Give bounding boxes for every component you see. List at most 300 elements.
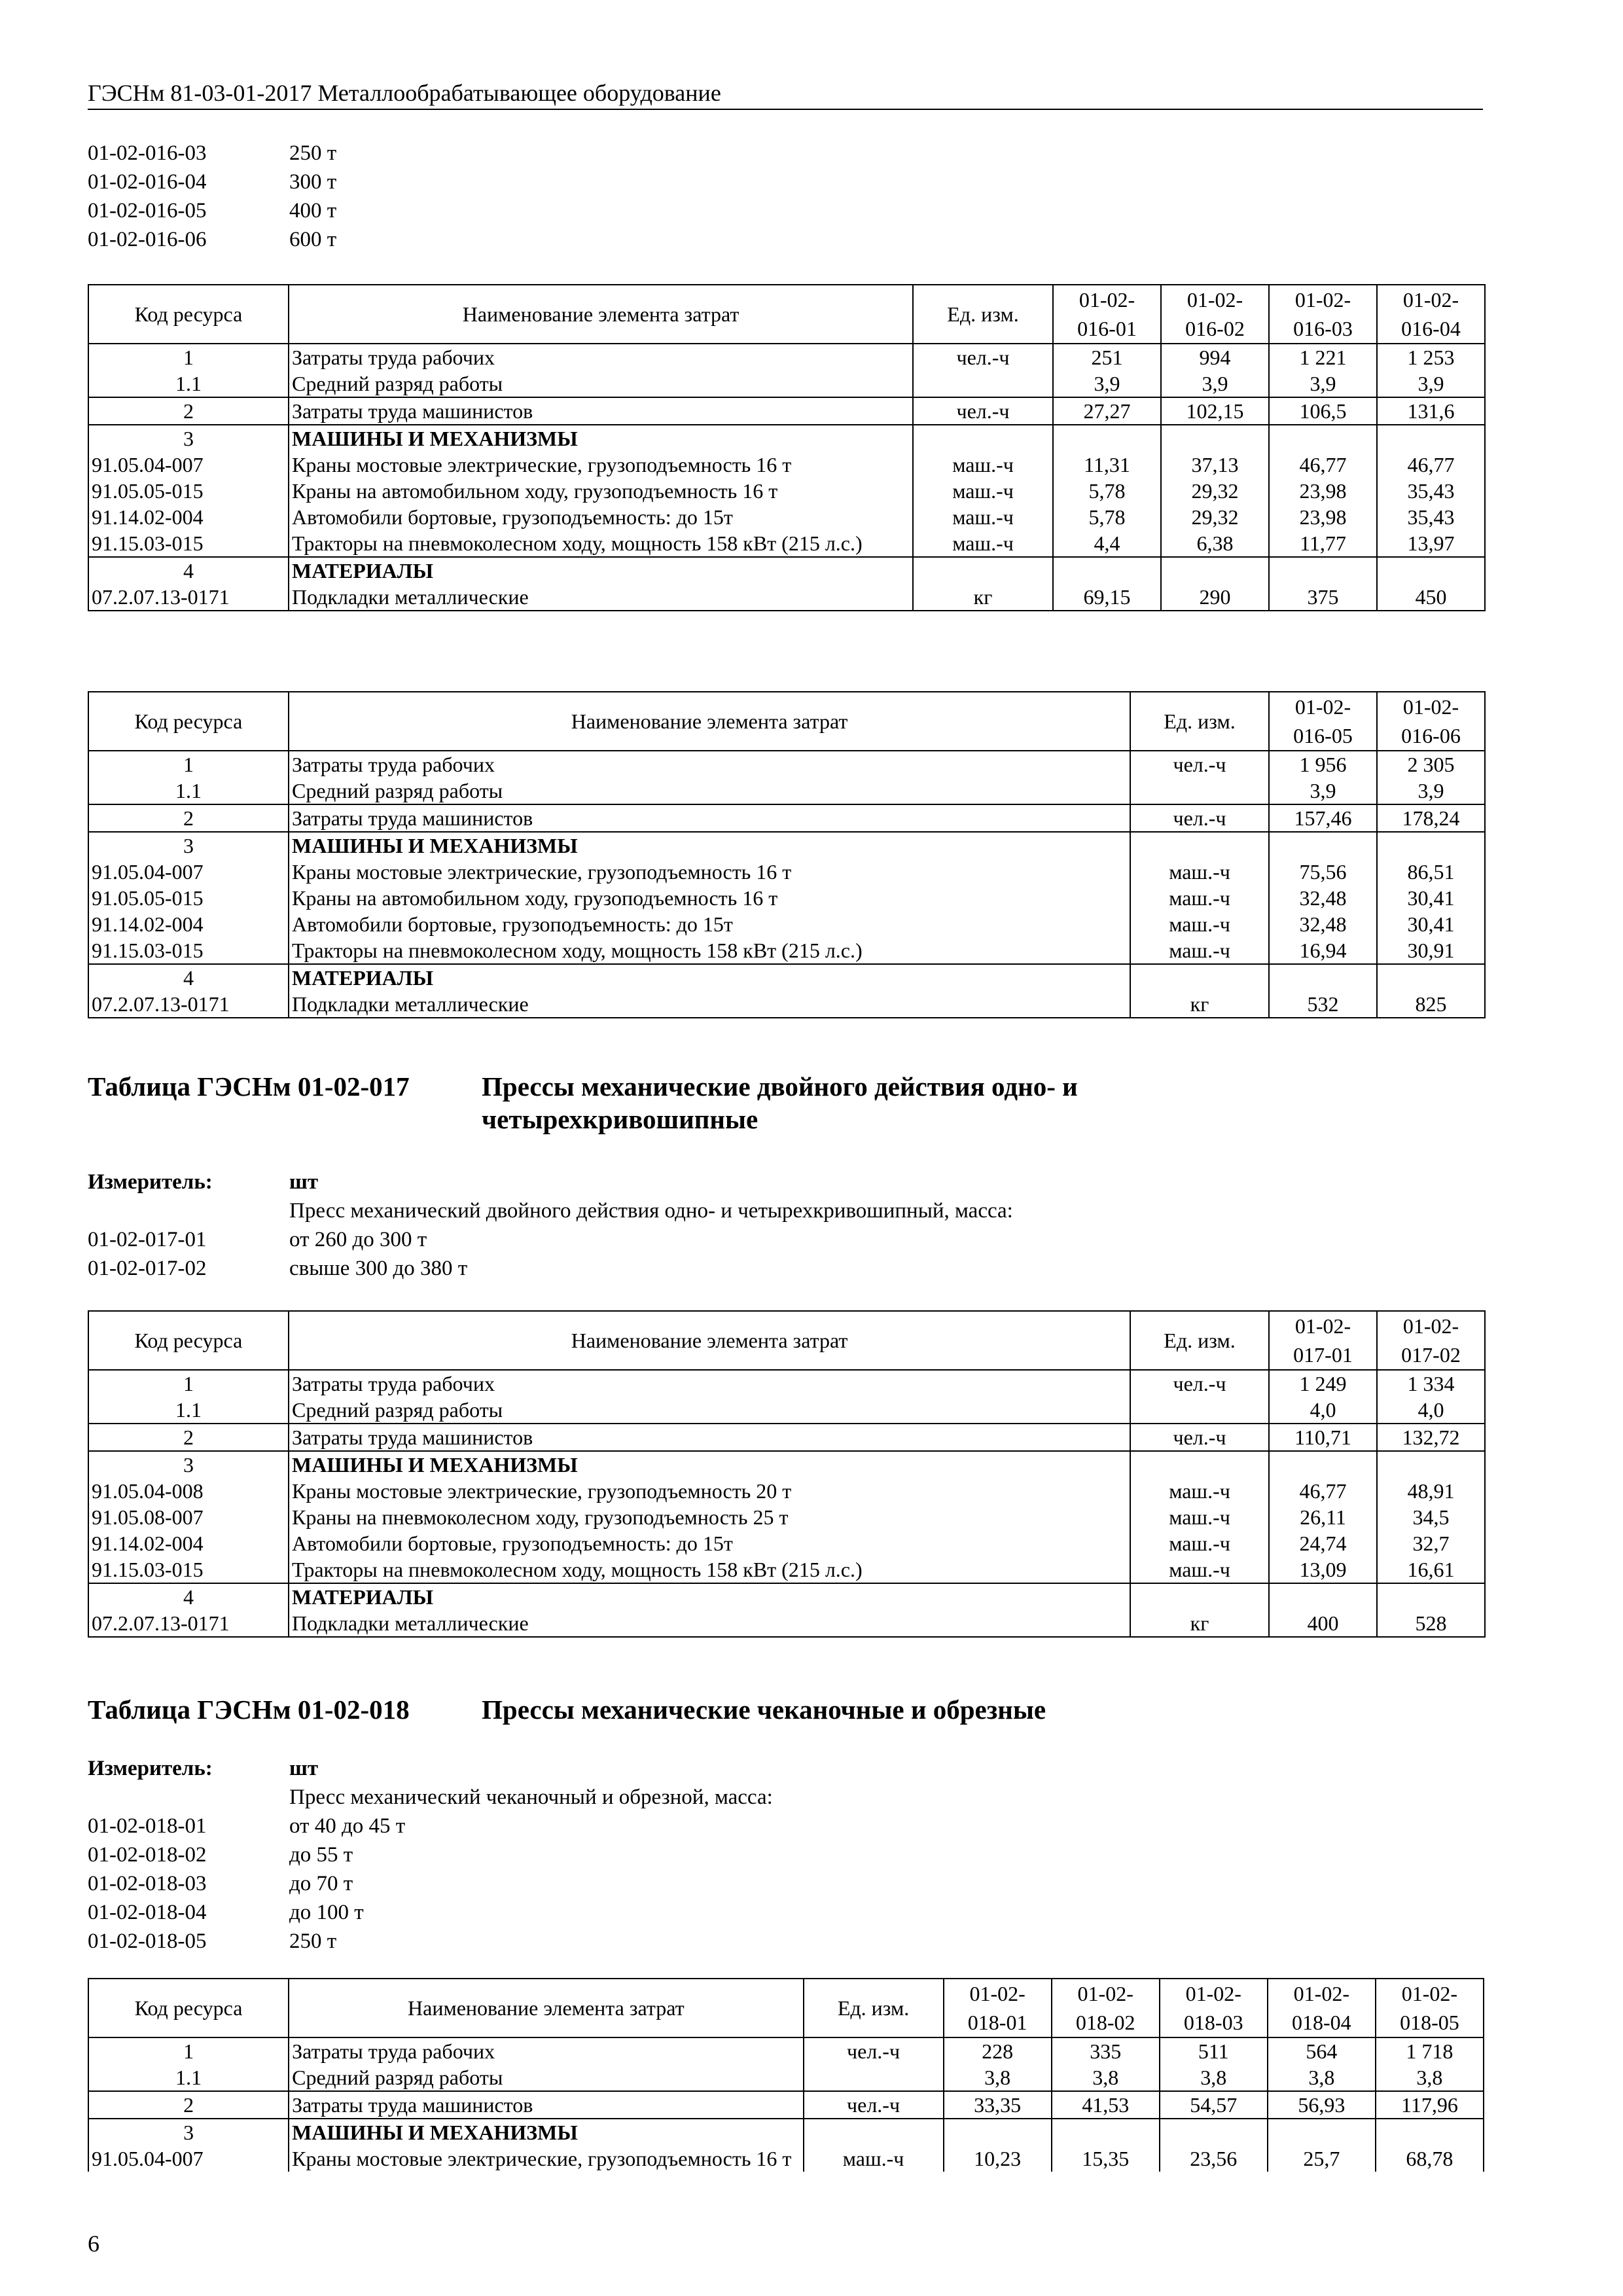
norm-value: 30,41 [1377, 885, 1485, 911]
table-subject-018: Прессы механические чеканочные и обрезные [482, 1695, 1046, 1725]
code: 01-02-016-05 [88, 199, 207, 223]
col-norm-header: 01-02- 016-06 [1377, 692, 1485, 751]
resource-code: 1.1 [88, 778, 289, 804]
resource-code: 91.05.05-015 [88, 478, 289, 504]
norm-value: 30,91 [1377, 937, 1485, 964]
norm-value: 34,5 [1377, 1504, 1485, 1530]
norm-value: 46,77 [1269, 452, 1377, 478]
table-row [88, 2064, 1484, 2091]
norm-value: 5,78 [1053, 478, 1161, 504]
table-row [88, 911, 1485, 937]
unit: кг [1130, 1610, 1269, 1637]
col-norm-header: 01-02- 016-02 [1161, 285, 1269, 344]
table-row [88, 370, 1485, 397]
code-label: 250 т [289, 141, 337, 165]
unit: маш.-ч [1130, 885, 1269, 911]
norm-value: 11,31 [1053, 452, 1161, 478]
code: 01-02-018-04 [88, 1901, 207, 1924]
norm-value: 75,56 [1269, 859, 1377, 885]
code: 01-02-018-05 [88, 1929, 207, 1953]
table-row [88, 2091, 1484, 2119]
unit [1130, 778, 1269, 804]
norm-value: 106,5 [1269, 397, 1377, 425]
col-norm-header: 01-02- 018-03 [1160, 1979, 1268, 2037]
norm-value [1052, 2119, 1160, 2145]
table-row [88, 478, 1485, 504]
table-row [88, 804, 1485, 832]
norm-value: 30,41 [1377, 911, 1485, 937]
cost-element-name: Краны мостовые электрические, грузоподъемность 20 т [289, 1478, 1130, 1504]
norm-value: 13,09 [1269, 1556, 1377, 1583]
norm-value: 35,43 [1377, 478, 1485, 504]
resource-code: 91.05.04-008 [88, 1478, 289, 1504]
unit: кг [1130, 991, 1269, 1018]
resource-code: 1 [88, 344, 289, 370]
cost-element-name: Затраты труда машинистов [289, 397, 913, 425]
norm-value: 110,71 [1269, 1424, 1377, 1451]
norm-value: 511 [1160, 2037, 1268, 2064]
code: 01-02-018-01 [88, 1814, 207, 1838]
unit [804, 2119, 944, 2145]
norm-value [1377, 1451, 1485, 1478]
code-label: свыше 300 до 380 т [289, 1257, 468, 1280]
norm-value: 1 956 [1269, 751, 1377, 778]
norm-value [1160, 2119, 1268, 2145]
unit: маш.-ч [913, 452, 1053, 478]
table-row [88, 885, 1485, 911]
table-row [88, 1504, 1485, 1530]
norm-value: 4,0 [1377, 1397, 1485, 1424]
resource-code: 1.1 [88, 2064, 289, 2091]
resource-code: 3 [88, 832, 289, 859]
code: 01-02-016-03 [88, 141, 207, 165]
norm-value [1269, 832, 1377, 859]
col-norm-header: 01-02- 016-04 [1377, 285, 1485, 344]
norm-value: 35,43 [1377, 504, 1485, 530]
norm-value: 290 [1161, 584, 1269, 611]
table-row [88, 751, 1485, 778]
col-unit-header: Ед. изм. [1130, 1311, 1269, 1370]
norm-value: 1 253 [1377, 344, 1485, 370]
norm-value: 157,46 [1269, 804, 1377, 832]
norm-value: 3,9 [1053, 370, 1161, 397]
unit [1130, 1397, 1269, 1424]
norm-value: 102,15 [1161, 397, 1269, 425]
resource-code: 3 [88, 425, 289, 452]
unit: маш.-ч [1130, 937, 1269, 964]
norm-value: 32,7 [1377, 1530, 1485, 1556]
resource-code: 2 [88, 804, 289, 832]
norm-value [1053, 557, 1161, 584]
resource-code: 2 [88, 2091, 289, 2119]
norm-value: 825 [1377, 991, 1485, 1018]
norm-value: 16,61 [1377, 1556, 1485, 1583]
unit: чел.-ч [913, 344, 1053, 370]
col-code-header: Код ресурса [88, 692, 289, 751]
unit [913, 425, 1053, 452]
norm-value: 15,35 [1052, 2145, 1160, 2172]
norm-value: 3,9 [1269, 778, 1377, 804]
table-row [88, 1610, 1485, 1637]
unit: маш.-ч [913, 478, 1053, 504]
cost-element-name: МАШИНЫ И МЕХАНИЗМЫ [289, 2119, 803, 2145]
code: 01-02-017-02 [88, 1257, 207, 1280]
cost-element-name: Краны мостовые электрические, грузоподъемность 16 т [289, 2145, 803, 2172]
cost-element-name: Подкладки металлические [289, 1610, 1130, 1637]
norm-value [1269, 1583, 1377, 1610]
norm-value: 251 [1053, 344, 1161, 370]
norm-value: 41,53 [1052, 2091, 1160, 2119]
unit: кг [913, 584, 1053, 611]
table-row [88, 2037, 1484, 2064]
unit: чел.-ч [804, 2091, 944, 2119]
norm-value: 37,13 [1161, 452, 1269, 478]
norm-value [1268, 2119, 1376, 2145]
unit: маш.-ч [1130, 1504, 1269, 1530]
unit [804, 2064, 944, 2091]
col-unit-header: Ед. изм. [804, 1979, 944, 2037]
table-row [88, 1424, 1485, 1451]
norm-value: 3,8 [944, 2064, 1052, 2091]
code-label: от 260 до 300 т [289, 1228, 427, 1251]
norm-value: 3,8 [1052, 2064, 1160, 2091]
cost-table-016-a [88, 284, 1486, 611]
norm-value: 23,98 [1269, 478, 1377, 504]
table-row [88, 2145, 1484, 2172]
norm-value: 48,91 [1377, 1478, 1485, 1504]
norm-value: 131,6 [1377, 397, 1485, 425]
table-row [88, 504, 1485, 530]
resource-code: 07.2.07.13-0171 [88, 991, 289, 1018]
table-row [88, 1530, 1485, 1556]
table-row [88, 557, 1485, 584]
col-norm-header: 01-02- 018-04 [1268, 1979, 1376, 2037]
norm-value [1269, 1451, 1377, 1478]
table-row [88, 778, 1485, 804]
resource-code: 1 [88, 751, 289, 778]
cost-element-name: Затраты труда машинистов [289, 1424, 1130, 1451]
resource-code: 1 [88, 2037, 289, 2064]
table-row [88, 1451, 1485, 1478]
norm-value: 25,7 [1268, 2145, 1376, 2172]
cost-element-name: Затраты труда рабочих [289, 1370, 1130, 1397]
unit [1130, 964, 1269, 991]
cost-element-name: Затраты труда рабочих [289, 2037, 803, 2064]
table-subject-017-line2: четырехкривошипные [482, 1104, 758, 1134]
norm-value: 1 249 [1269, 1370, 1377, 1397]
col-unit-header: Ед. изм. [913, 285, 1053, 344]
col-name-header: Наименование элемента затрат [289, 1979, 803, 2037]
norm-value: 24,74 [1269, 1530, 1377, 1556]
code-label: до 70 т [289, 1872, 353, 1895]
unit [1130, 1583, 1269, 1610]
unit: чел.-ч [1130, 751, 1269, 778]
norm-value: 68,78 [1376, 2145, 1484, 2172]
unit: чел.-ч [913, 397, 1053, 425]
unit: чел.-ч [1130, 1370, 1269, 1397]
cost-element-name: Краны мостовые электрические, грузоподъемность 16 т [289, 452, 913, 478]
resource-code: 91.05.04-007 [88, 2145, 289, 2172]
norm-value: 3,8 [1268, 2064, 1376, 2091]
cost-table-016-b [88, 691, 1486, 1018]
resource-code: 91.15.03-015 [88, 530, 289, 557]
code: 01-02-016-04 [88, 170, 207, 194]
cost-element-name: Средний разряд работы [289, 370, 913, 397]
norm-value: 56,93 [1268, 2091, 1376, 2119]
unit [913, 557, 1053, 584]
norm-value: 3,9 [1269, 370, 1377, 397]
unit [913, 370, 1053, 397]
norm-value: 33,35 [944, 2091, 1052, 2119]
cost-element-name: Автомобили бортовые, грузоподъемность: до 15т [289, 1530, 1130, 1556]
norm-value: 228 [944, 2037, 1052, 2064]
norm-value: 335 [1052, 2037, 1160, 2064]
resource-code: 91.14.02-004 [88, 911, 289, 937]
table-row [88, 1478, 1485, 1504]
code-label: 250 т [289, 1929, 337, 1953]
resource-code: 3 [88, 2119, 289, 2145]
norm-value: 450 [1377, 584, 1485, 611]
resource-code: 91.05.05-015 [88, 885, 289, 911]
resource-code: 3 [88, 1451, 289, 1478]
resource-code: 91.05.08-007 [88, 1504, 289, 1530]
resource-code: 2 [88, 1424, 289, 1451]
col-norm-header: 01-02- 017-01 [1269, 1311, 1377, 1370]
code-label: от 40 до 45 т [289, 1814, 406, 1838]
norm-value [944, 2119, 1052, 2145]
code-label: до 100 т [289, 1901, 364, 1924]
resource-code: 4 [88, 1583, 289, 1610]
table-row [88, 964, 1485, 991]
cost-element-name: МАШИНЫ И МЕХАНИЗМЫ [289, 832, 1130, 859]
norm-value: 4,4 [1053, 530, 1161, 557]
norm-value: 400 [1269, 1610, 1377, 1637]
norm-value [1377, 425, 1485, 452]
resource-code: 91.15.03-015 [88, 937, 289, 964]
norm-value: 32,48 [1269, 911, 1377, 937]
cost-element-name: Средний разряд работы [289, 778, 1130, 804]
norm-value: 5,78 [1053, 504, 1161, 530]
measure-label: Измеритель: [88, 1170, 213, 1194]
table-row [88, 1370, 1485, 1397]
norm-value: 16,94 [1269, 937, 1377, 964]
table-row [88, 584, 1485, 611]
cost-element-name: Тракторы на пневмоколесном ходу, мощность 158 кВт (215 л.с.) [289, 1556, 1130, 1583]
norm-value: 26,11 [1269, 1504, 1377, 1530]
norm-value [1161, 557, 1269, 584]
unit: маш.-ч [913, 504, 1053, 530]
norm-value: 178,24 [1377, 804, 1485, 832]
norm-value [1269, 557, 1377, 584]
measure-unit: шт [289, 1170, 319, 1194]
cost-element-name: Средний разряд работы [289, 1397, 1130, 1424]
col-name-header: Наименование элемента затрат [289, 692, 1130, 751]
cost-element-name: МАТЕРИАЛЫ [289, 1583, 1130, 1610]
col-code-header: Код ресурса [88, 285, 289, 344]
cost-element-name: Затраты труда машинистов [289, 804, 1130, 832]
norm-value [1377, 964, 1485, 991]
cost-table-018 [88, 1978, 1484, 2172]
col-norm-header: 01-02- 018-01 [944, 1979, 1052, 2037]
unit: маш.-ч [913, 530, 1053, 557]
col-unit-header: Ед. изм. [1130, 692, 1269, 751]
col-norm-header: 01-02- 018-05 [1376, 1979, 1484, 2037]
resource-code: 91.15.03-015 [88, 1556, 289, 1583]
resource-code: 07.2.07.13-0171 [88, 584, 289, 611]
cost-element-name: МАШИНЫ И МЕХАНИЗМЫ [289, 425, 913, 452]
norm-value: 2 305 [1377, 751, 1485, 778]
norm-value: 1 334 [1377, 1370, 1485, 1397]
table-row [88, 452, 1485, 478]
table-row [88, 859, 1485, 885]
norm-value: 3,9 [1377, 778, 1485, 804]
col-norm-header: 01-02- 018-02 [1052, 1979, 1160, 2037]
resource-code: 4 [88, 557, 289, 584]
table-row [88, 530, 1485, 557]
code: 01-02-018-03 [88, 1872, 207, 1895]
norm-value: 86,51 [1377, 859, 1485, 885]
norm-value: 3,9 [1161, 370, 1269, 397]
unit: чел.-ч [1130, 804, 1269, 832]
norm-value [1269, 964, 1377, 991]
unit: маш.-ч [1130, 1478, 1269, 1504]
norm-value: 10,23 [944, 2145, 1052, 2172]
measure-label: Измеритель: [88, 1757, 213, 1780]
table-title-017: Таблица ГЭСНм 01-02-017 [88, 1071, 410, 1102]
norm-value: 4,0 [1269, 1397, 1377, 1424]
cost-element-name: Тракторы на пневмоколесном ходу, мощность 158 кВт (215 л.с.) [289, 530, 913, 557]
cost-element-name: Средний разряд работы [289, 2064, 803, 2091]
col-norm-header: 01-02- 017-02 [1377, 1311, 1485, 1370]
unit: маш.-ч [1130, 1530, 1269, 1556]
col-norm-header: 01-02- 016-03 [1269, 285, 1377, 344]
norm-value: 532 [1269, 991, 1377, 1018]
norm-value [1161, 425, 1269, 452]
table-row [88, 425, 1485, 452]
norm-value: 29,32 [1161, 504, 1269, 530]
resource-code: 1.1 [88, 1397, 289, 1424]
unit: маш.-ч [804, 2145, 944, 2172]
measure-unit: шт [289, 1757, 319, 1780]
norm-value: 46,77 [1377, 452, 1485, 478]
cost-element-name: Тракторы на пневмоколесном ходу, мощность 158 кВт (215 л.с.) [289, 937, 1130, 964]
resource-code: 91.14.02-004 [88, 1530, 289, 1556]
page-number: 6 [88, 2231, 99, 2257]
col-norm-header: 01-02- 016-05 [1269, 692, 1377, 751]
cost-element-name: Затраты труда рабочих [289, 751, 1130, 778]
table-row [88, 991, 1485, 1018]
table-row [88, 832, 1485, 859]
code-label: 400 т [289, 199, 337, 223]
code-label: 600 т [289, 228, 337, 251]
resource-code: 1 [88, 1370, 289, 1397]
norm-value: 69,15 [1053, 584, 1161, 611]
norm-value: 3,8 [1160, 2064, 1268, 2091]
norm-value: 3,9 [1377, 370, 1485, 397]
norm-value: 1 221 [1269, 344, 1377, 370]
cost-element-name: Затраты труда машинистов [289, 2091, 803, 2119]
norm-value [1377, 557, 1485, 584]
col-name-header: Наименование элемента затрат [289, 285, 913, 344]
unit: маш.-ч [1130, 911, 1269, 937]
col-norm-header: 01-02- 016-01 [1053, 285, 1161, 344]
unit: чел.-ч [804, 2037, 944, 2064]
norm-value: 13,97 [1377, 530, 1485, 557]
cost-element-name: Затраты труда рабочих [289, 344, 913, 370]
norm-value: 32,48 [1269, 885, 1377, 911]
cost-table-017 [88, 1310, 1486, 1638]
norm-value: 23,56 [1160, 2145, 1268, 2172]
cost-element-name: МАШИНЫ И МЕХАНИЗМЫ [289, 1451, 1130, 1478]
unit: чел.-ч [1130, 1424, 1269, 1451]
norm-value [1376, 2119, 1484, 2145]
code: 01-02-016-06 [88, 228, 207, 251]
unit: маш.-ч [1130, 1556, 1269, 1583]
norm-value [1053, 425, 1161, 452]
norm-value [1269, 425, 1377, 452]
table-row [88, 1583, 1485, 1610]
table-row [88, 937, 1485, 964]
table-row [88, 2119, 1484, 2145]
resource-code: 2 [88, 397, 289, 425]
norm-value: 11,77 [1269, 530, 1377, 557]
code: 01-02-018-02 [88, 1843, 207, 1867]
unit [1130, 1451, 1269, 1478]
table-row [88, 1556, 1485, 1583]
norm-value: 1 718 [1376, 2037, 1484, 2064]
resource-code: 91.05.04-007 [88, 452, 289, 478]
code-description: Пресс механический двойного действия одно- и четырехкривошипный, масса: [289, 1199, 1013, 1223]
code-label: до 55 т [289, 1843, 353, 1867]
table-title-018: Таблица ГЭСНм 01-02-018 [88, 1695, 410, 1725]
code: 01-02-017-01 [88, 1228, 207, 1251]
resource-code: 4 [88, 964, 289, 991]
cost-element-name: Краны на пневмоколесном ходу, грузоподъемность 25 т [289, 1504, 1130, 1530]
code-description: Пресс механический чеканочный и обрезной, масса: [289, 1785, 773, 1809]
norm-value: 528 [1377, 1610, 1485, 1637]
code-label: 300 т [289, 170, 337, 194]
cost-element-name: Автомобили бортовые, грузоподъемность: до 15т [289, 504, 913, 530]
cost-element-name: МАТЕРИАЛЫ [289, 964, 1130, 991]
unit [1130, 832, 1269, 859]
norm-value: 27,27 [1053, 397, 1161, 425]
norm-value: 375 [1269, 584, 1377, 611]
page-header: ГЭСНм 81-03-01-2017 Металлообрабатывающее оборудование [88, 77, 1483, 110]
norm-value: 6,38 [1161, 530, 1269, 557]
col-name-header: Наименование элемента затрат [289, 1311, 1130, 1370]
cost-element-name: МАТЕРИАЛЫ [289, 557, 913, 584]
norm-value: 54,57 [1160, 2091, 1268, 2119]
norm-value: 994 [1161, 344, 1269, 370]
cost-element-name: Краны мостовые электрические, грузоподъемность 16 т [289, 859, 1130, 885]
col-code-header: Код ресурса [88, 1311, 289, 1370]
norm-value: 117,96 [1376, 2091, 1484, 2119]
norm-value: 29,32 [1161, 478, 1269, 504]
cost-element-name: Краны на автомобильном ходу, грузоподъемность 16 т [289, 478, 913, 504]
resource-code: 07.2.07.13-0171 [88, 1610, 289, 1637]
cost-element-name: Краны на автомобильном ходу, грузоподъемность 16 т [289, 885, 1130, 911]
norm-value [1377, 832, 1485, 859]
norm-value: 132,72 [1377, 1424, 1485, 1451]
table-subject-017: Прессы механические двойного действия одно- и [482, 1071, 1078, 1102]
norm-value: 564 [1268, 2037, 1376, 2064]
table-row [88, 1397, 1485, 1424]
norm-value: 23,98 [1269, 504, 1377, 530]
resource-code: 91.05.04-007 [88, 859, 289, 885]
table-row [88, 397, 1485, 425]
norm-value: 46,77 [1269, 1478, 1377, 1504]
norm-value: 3,8 [1376, 2064, 1484, 2091]
